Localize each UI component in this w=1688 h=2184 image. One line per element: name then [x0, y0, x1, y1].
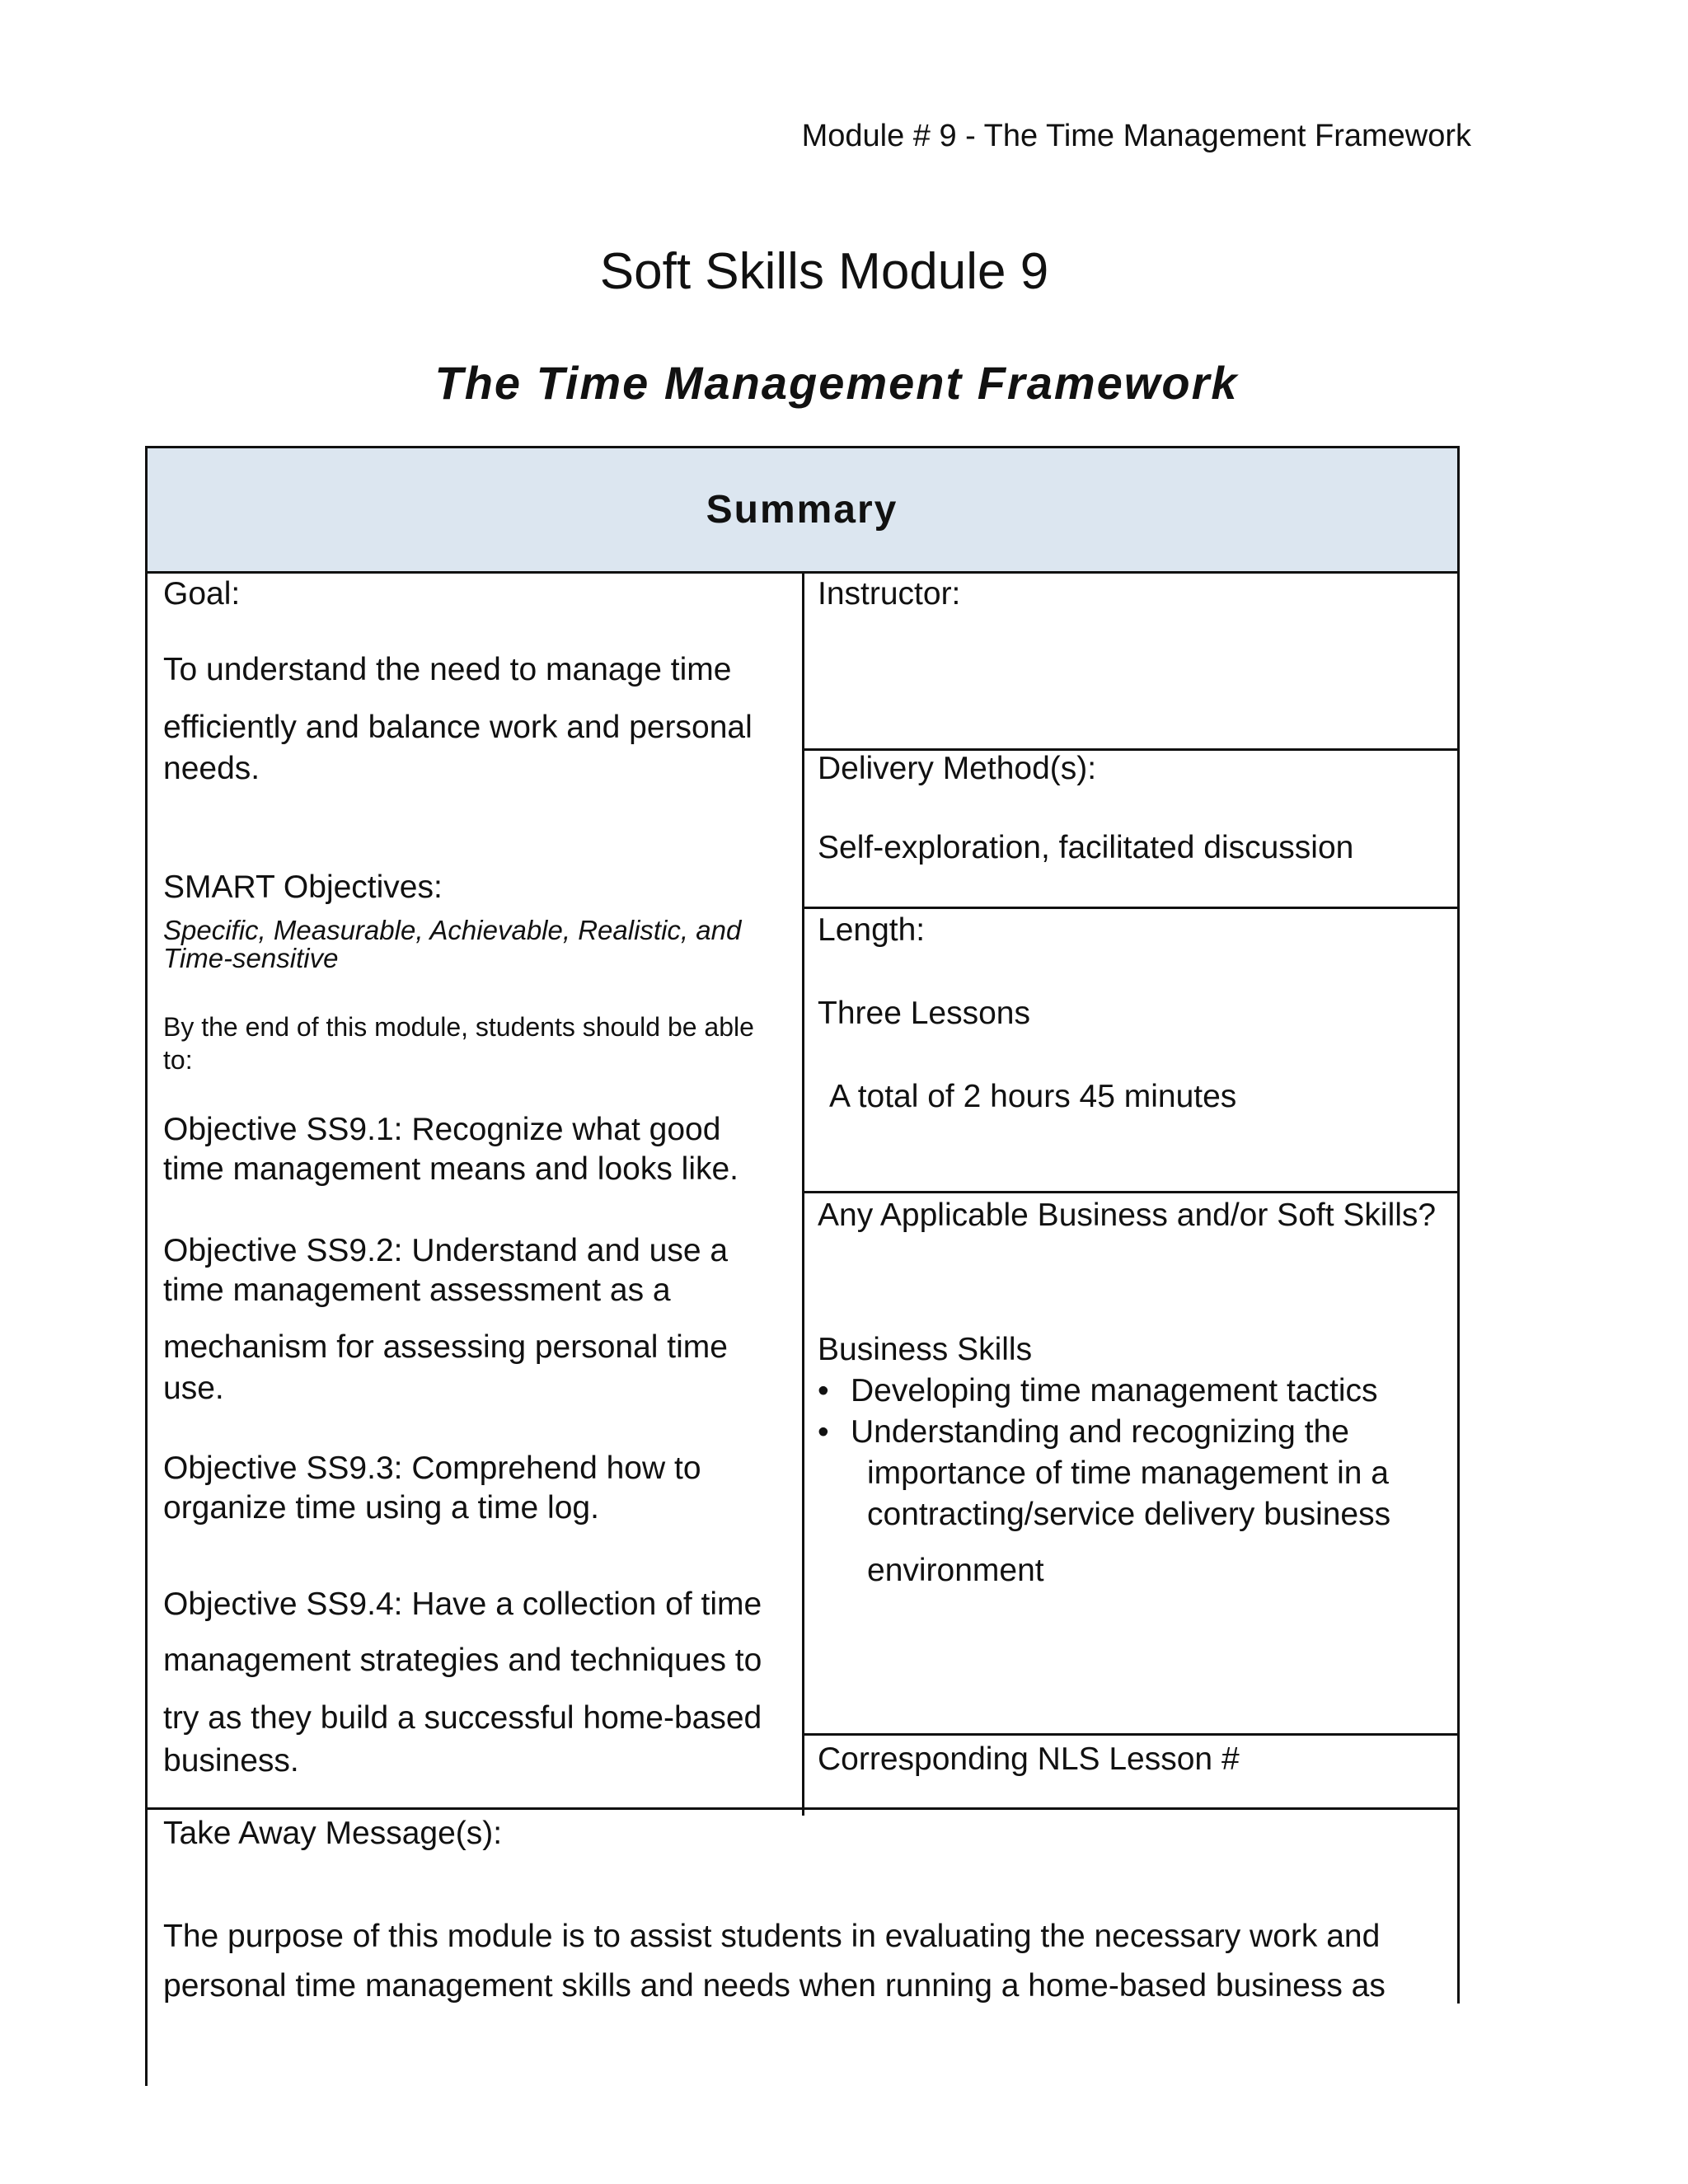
skill-bullet-2-line4: environment: [867, 1553, 1044, 1588]
length-lessons: Three Lessons: [818, 996, 1030, 1031]
smart-definition: Specific, Measurable, Achievable, Realistic, and Time-sensitive: [163, 915, 742, 973]
takeaway-line-2: personal time management skills and needs when running a home-based business as: [163, 1968, 1386, 2004]
objective-1-line1: Objective SS9.1: Recognize what good: [163, 1112, 721, 1147]
takeaway-divider: [145, 1807, 1459, 1810]
objective-4-line3: try as they build a successful home-based: [163, 1700, 762, 1736]
smart-label: SMART Objectives:: [163, 869, 443, 905]
objective-4-line1: Objective SS9.4: Have a collection of time: [163, 1586, 762, 1622]
objective-4-line4: business.: [163, 1743, 299, 1779]
objective-2-line3: mechanism for assessing personal time: [163, 1329, 728, 1365]
length-total: A total of 2 hours 45 minutes: [829, 1079, 1237, 1114]
delivery-label: Delivery Method(s):: [818, 751, 1097, 786]
goal-text-2: efficiently and balance work and personal: [163, 710, 753, 745]
objective-2-line2: time management assessment as a: [163, 1272, 671, 1308]
length-label: Length:: [818, 912, 926, 948]
objective-2-line4: use.: [163, 1371, 224, 1406]
takeaway-label: Take Away Message(s):: [163, 1816, 503, 1851]
objective-2-line1: Objective SS9.2: Understand and use a: [163, 1233, 729, 1268]
smart-intro: By the end of this module, students should be able to:: [163, 1012, 754, 1075]
takeaway-line-1: The purpose of this module is to assist students in evaluating the necessary work and: [163, 1919, 1381, 1954]
skill-bullet-2-line1: Understanding and recognizing the: [851, 1414, 1349, 1450]
instructor-label: Instructor:: [818, 576, 961, 612]
delivery-divider: [802, 907, 1459, 909]
page-title: Soft Skills Module 9: [599, 243, 1049, 300]
objective-3-line2: organize time using a time log.: [163, 1490, 599, 1526]
objective-3-line1: Objective SS9.3: Comprehend how to: [163, 1451, 701, 1486]
skill-bullet-1-line1: Developing time management tactics: [851, 1373, 1378, 1408]
page-subtitle: The Time Management Framework: [434, 357, 1239, 409]
delivery-value: Self-exploration, facilitated discussion: [818, 830, 1354, 865]
goal-label: Goal:: [163, 576, 241, 612]
running-header: Module # 9 - The Time Management Framework: [801, 119, 1471, 153]
objective-1-line2: time management means and looks like.: [163, 1151, 739, 1187]
table-border-top: [145, 446, 1459, 448]
goal-text-3: needs.: [163, 751, 260, 786]
objective-4-line2: management strategies and techniques to: [163, 1643, 762, 1678]
length-divider: [802, 1191, 1459, 1193]
business-skills-heading: Business Skills: [818, 1332, 1033, 1367]
skill-bullet-2: [818, 1412, 1461, 1591]
nls-lesson-label: Corresponding NLS Lesson #: [818, 1741, 1240, 1777]
column-divider: [802, 571, 804, 1816]
goal-text-1: To understand the need to manage time: [163, 652, 732, 687]
business-skills-list: [818, 1371, 1461, 1591]
table-border-left: [145, 446, 148, 2086]
skills-divider: [802, 1733, 1459, 1736]
skills-label: Any Applicable Business and/or Soft Skills?: [818, 1197, 1437, 1233]
skill-bullet-2-line3: contracting/service delivery business: [867, 1497, 1391, 1532]
skill-bullet-1: [818, 1371, 1461, 1412]
summary-heading: Summary: [147, 448, 1457, 571]
skill-bullet-2-line2: importance of time management in a: [867, 1455, 1389, 1491]
